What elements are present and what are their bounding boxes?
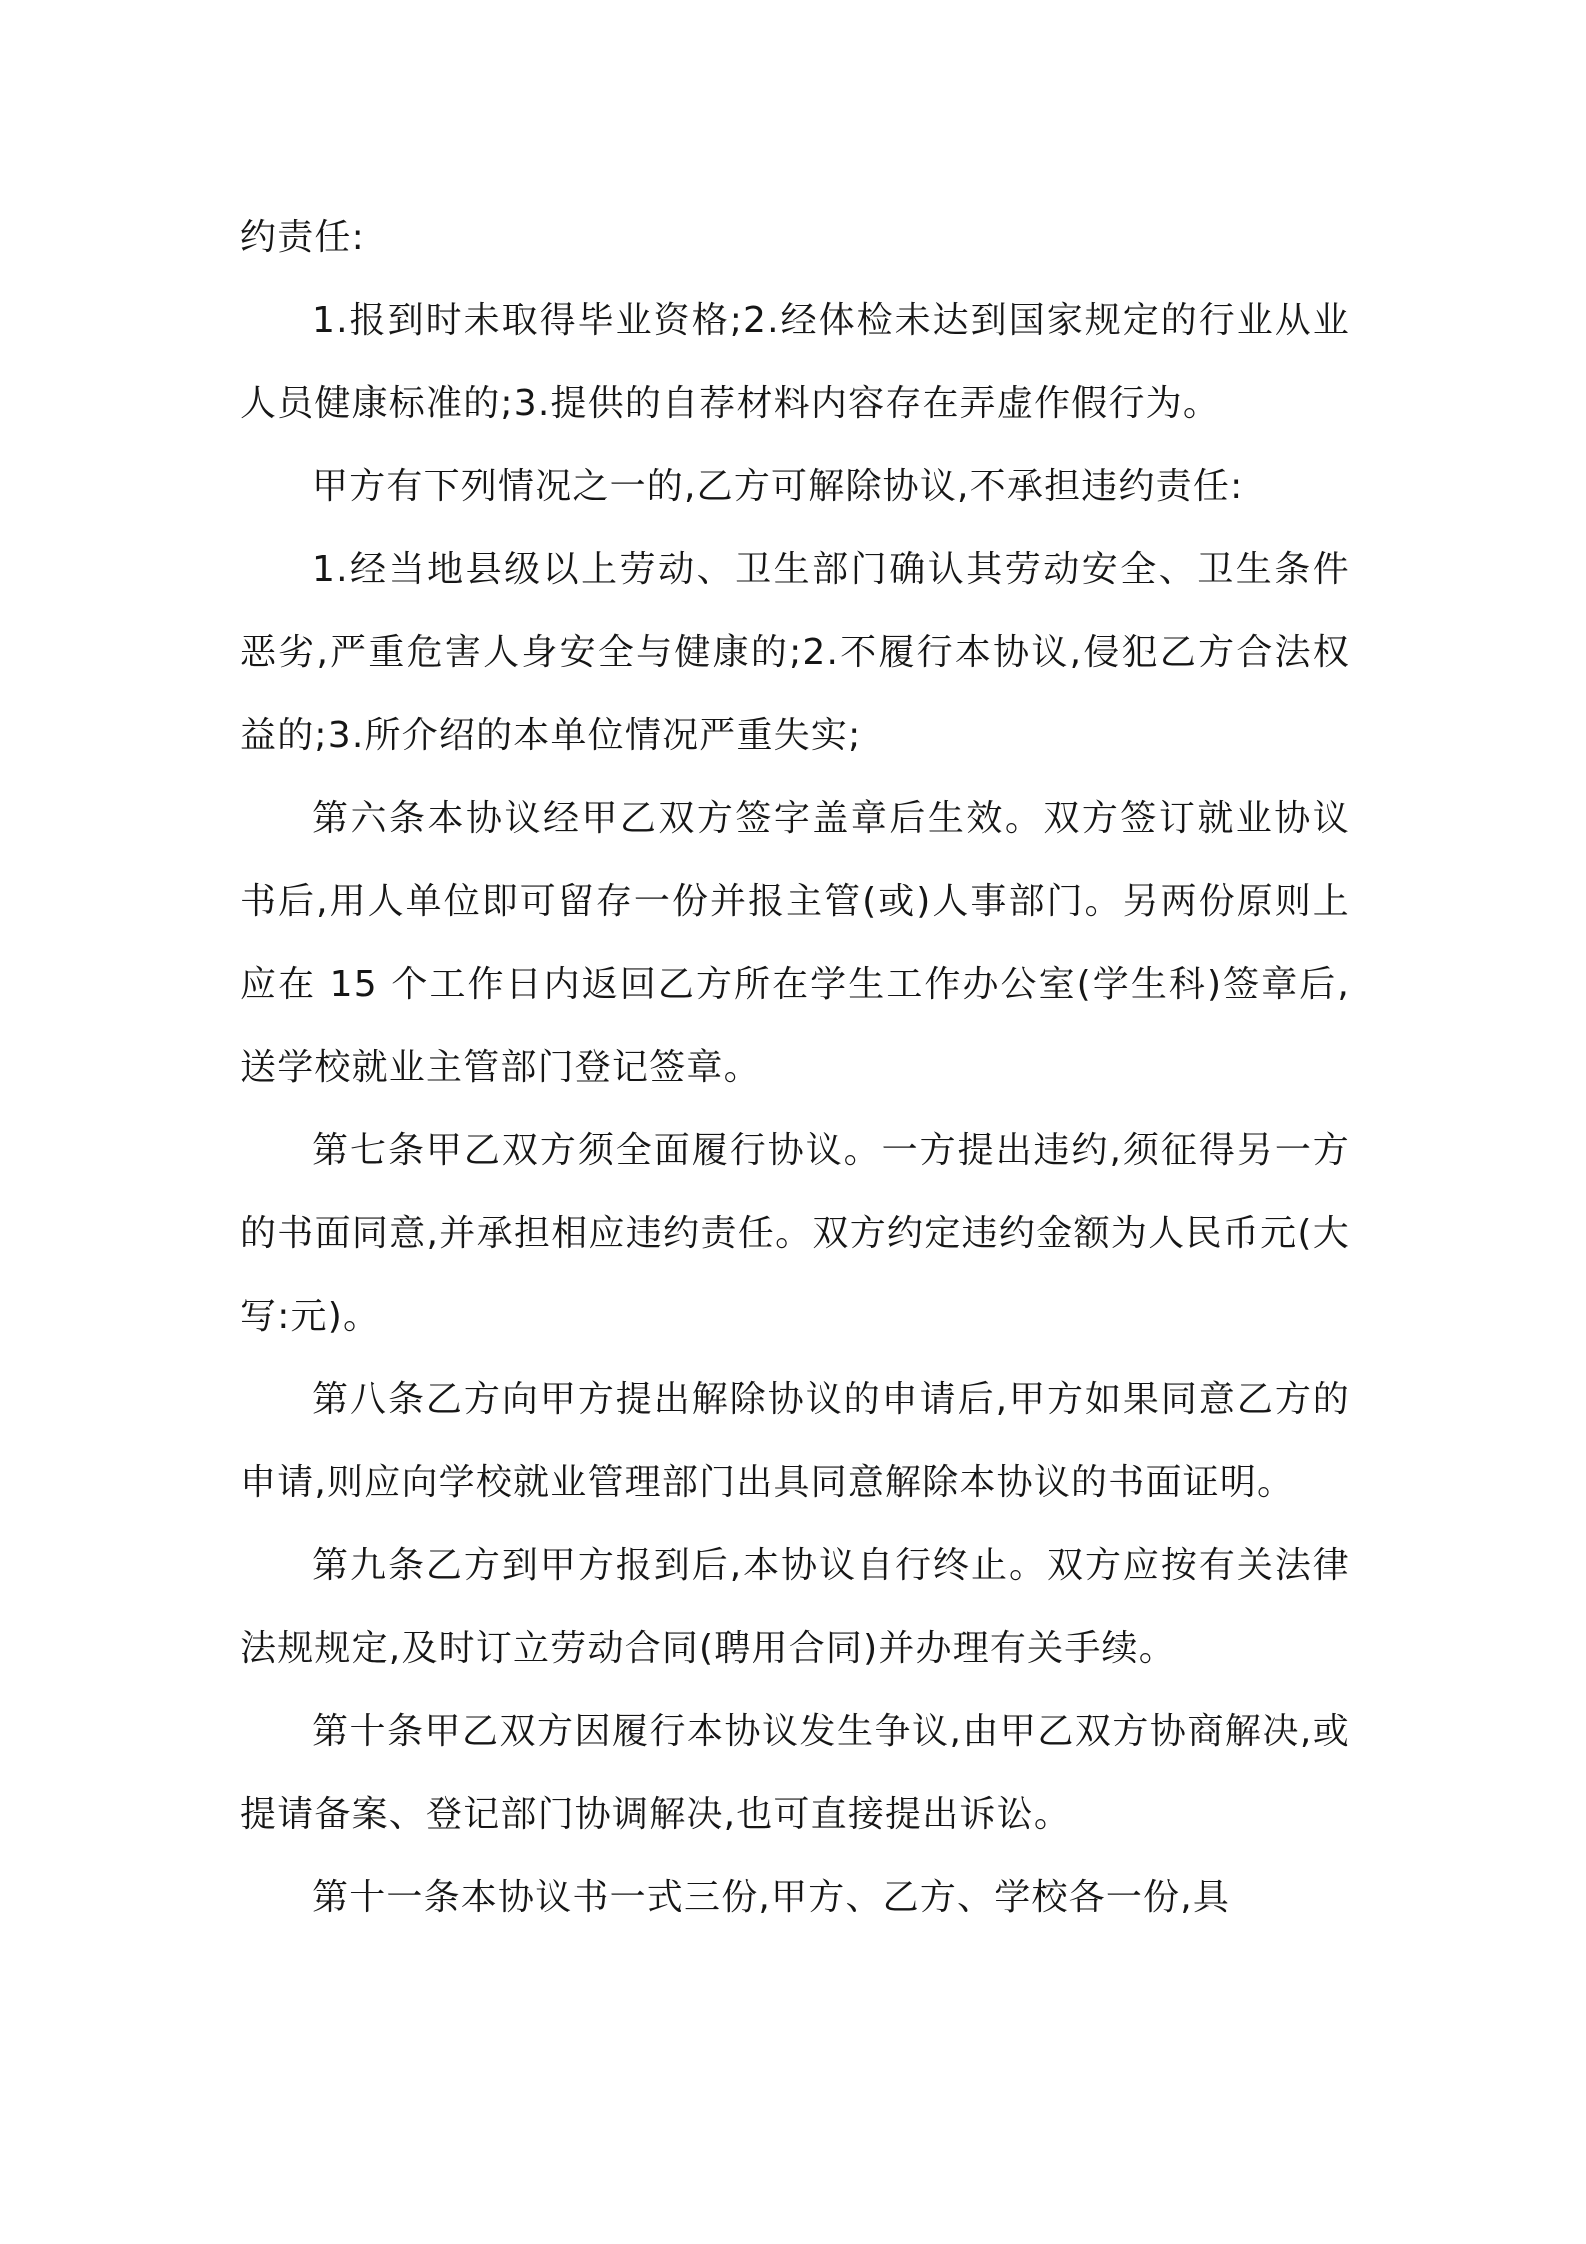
- paragraph-party-b-termination-conditions: 1.经当地县级以上劳动、卫生部门确认其劳动安全、卫生条件恶劣,严重危害人身安全与健康的;2.不履行本协议,侵犯乙方合法权益的;3.所介绍的本单位情况严重失实;: [240, 549, 1350, 756]
- paragraph-breach-liability-tail: 约责任:: [240, 217, 365, 258]
- paragraph-party-a-termination-conditions: 1.报到时未取得毕业资格;2.经体检未达到国家规定的行业从业人员健康标准的;3.提供的自荐材料内容存在弄虚作假行为。: [240, 300, 1350, 424]
- paragraph-article-11: 第十一条本协议书一式三份,甲方、乙方、学校各一份,具: [312, 1877, 1231, 1918]
- paragraph-article-7: 第七条甲乙双方须全面履行协议。一方提出违约,须征得另一方的书面同意,并承担相应违约责任。双方约定违约金额为人民币元(大写:元)。: [240, 1130, 1350, 1337]
- paragraph-article-8: 第八条乙方向甲方提出解除协议的申请后,甲方如果同意乙方的申请,则应向学校就业管理部门出具同意解除本协议的书面证明。: [240, 1379, 1350, 1503]
- document-body: [240, 196, 1350, 1939]
- paragraph-article-9: 第九条乙方到甲方报到后,本协议自行终止。双方应按有关法律法规规定,及时订立劳动合同(聘用合同)并办理有关手续。: [240, 1545, 1350, 1669]
- paragraph-party-b-termination-intro: 甲方有下列情况之一的,乙方可解除协议,不承担违约责任:: [312, 466, 1244, 507]
- paragraph-article-10: 第十条甲乙双方因履行本协议发生争议,由甲乙双方协商解决,或提请备案、登记部门协调解决,也可直接提出诉讼。: [240, 1711, 1350, 1835]
- paragraph-article-6: 第六条本协议经甲乙双方签字盖章后生效。双方签订就业协议书后,用人单位即可留存一份并报主管(或)人事部门。另两份原则上应在 15 个工作日内返回乙方所在学生工作办公室(学生科)签章后,送学校就业主管部门登记签章。: [240, 798, 1350, 1088]
